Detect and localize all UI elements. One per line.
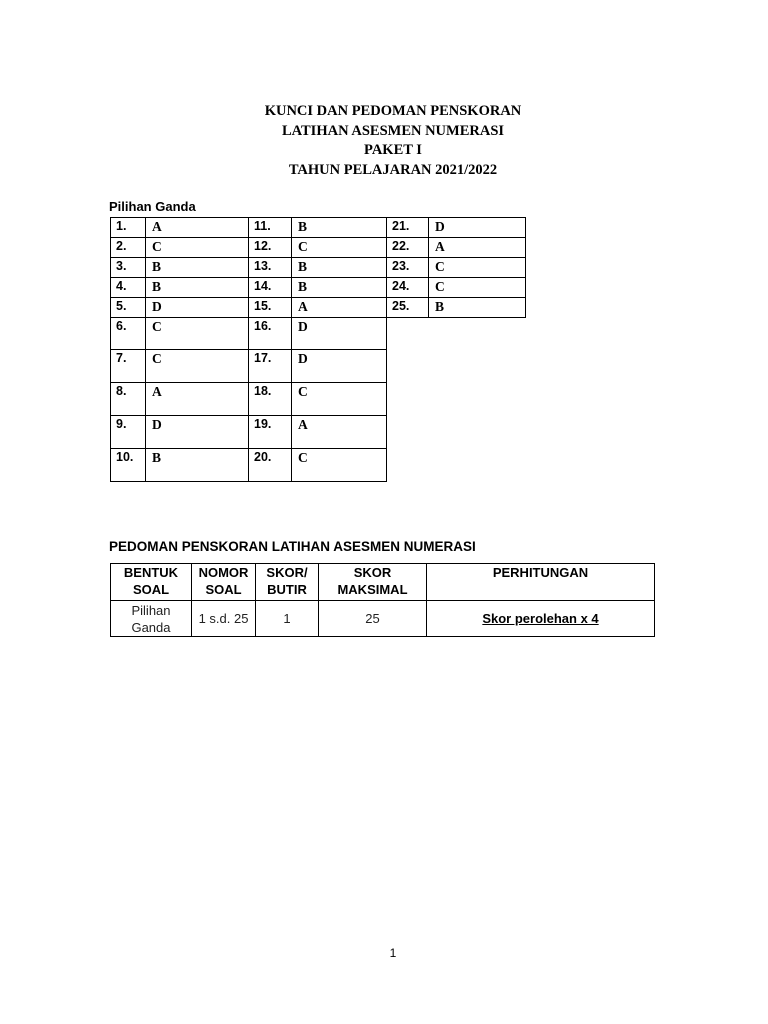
header-perhitungan: PERHITUNGAN: [427, 564, 655, 601]
empty-cell: [429, 318, 526, 350]
empty-cell: [429, 449, 526, 482]
cell-nomor-soal: 1 s.d. 25: [192, 601, 256, 637]
answer-letter: A: [146, 218, 249, 238]
title-line-1: KUNCI DAN PEDOMAN PENSKORAN: [264, 103, 522, 119]
header-nomor-soal: [192, 564, 256, 601]
title-line-3: PAKET I: [364, 142, 422, 158]
header-bentuk-soal: [111, 564, 192, 601]
answer-letter: B: [146, 278, 249, 298]
question-number: 12.: [249, 238, 292, 258]
header-nomor-line1: NOMOR: [198, 565, 249, 580]
question-number: 6.: [111, 318, 146, 350]
question-number: 9.: [111, 416, 146, 449]
cell-bentuk-line1: Pilihan: [131, 602, 171, 618]
question-number: 13.: [249, 258, 292, 278]
header-maks-line2: MAKSIMAL: [337, 582, 408, 597]
cell-bentuk-line2: Ganda: [131, 619, 171, 635]
cell-bentuk-soal: [111, 601, 192, 637]
question-number: 25.: [387, 298, 429, 318]
answer-letter: C: [292, 238, 387, 258]
question-number: 22.: [387, 238, 429, 258]
answer-letter: C: [429, 278, 526, 298]
answer-row: [111, 258, 526, 278]
document-title: [0, 102, 768, 180]
answer-letter: A: [292, 298, 387, 318]
question-number: 19.: [249, 416, 292, 449]
answer-row: [111, 416, 526, 449]
answer-letter: A: [146, 383, 249, 416]
scoring-heading: PEDOMAN PENSKORAN LATIHAN ASESMEN NUMERASI: [109, 539, 476, 554]
answer-letter: D: [292, 350, 387, 383]
empty-cell: [429, 416, 526, 449]
cell-perhitungan: Skor perolehan x 4: [427, 601, 655, 637]
header-maks-line1: SKOR: [353, 565, 392, 580]
header-skor-line1: SKOR/: [266, 565, 308, 580]
empty-cell: [387, 449, 429, 482]
scoring-table: [110, 563, 655, 637]
question-number: 17.: [249, 350, 292, 383]
answer-row: [111, 383, 526, 416]
question-number: 11.: [249, 218, 292, 238]
question-number: 16.: [249, 318, 292, 350]
question-number: 2.: [111, 238, 146, 258]
answer-row: [111, 318, 526, 350]
question-number: 5.: [111, 298, 146, 318]
empty-cell: [429, 383, 526, 416]
answer-letter: B: [146, 449, 249, 482]
answer-letter: B: [429, 298, 526, 318]
scoring-header-row: [111, 564, 655, 601]
question-number: 24.: [387, 278, 429, 298]
answer-letter: C: [292, 449, 387, 482]
question-number: 23.: [387, 258, 429, 278]
page-number: 1: [389, 946, 397, 960]
empty-cell: [387, 350, 429, 383]
answer-row: [111, 298, 526, 318]
title-line-2: LATIHAN ASESMEN NUMERASI: [281, 122, 505, 139]
question-number: 18.: [249, 383, 292, 416]
section-label-pilihan-ganda: Pilihan Ganda: [109, 199, 196, 214]
question-number: 7.: [111, 350, 146, 383]
answer-letter: B: [292, 258, 387, 278]
empty-cell: [387, 416, 429, 449]
question-number: 14.: [249, 278, 292, 298]
header-skor-butir: [256, 564, 319, 601]
answer-row: [111, 350, 526, 383]
question-number: 8.: [111, 383, 146, 416]
question-number: 21.: [387, 218, 429, 238]
scoring-data-row: [111, 601, 655, 637]
answer-letter: C: [146, 350, 249, 383]
header-skor-maksimal: [319, 564, 427, 601]
answer-row: [111, 238, 526, 258]
question-number: 15.: [249, 298, 292, 318]
title-line-4: TAHUN PELAJARAN 2021/2022: [288, 161, 498, 178]
answer-row: [111, 278, 526, 298]
answer-letter: B: [292, 278, 387, 298]
question-number: 3.: [111, 258, 146, 278]
empty-cell: [387, 383, 429, 416]
empty-cell: [429, 350, 526, 383]
answer-letter: C: [429, 258, 526, 278]
answer-letter: C: [146, 238, 249, 258]
answer-letter: B: [292, 218, 387, 238]
question-number: 4.: [111, 278, 146, 298]
question-number: 1.: [111, 218, 146, 238]
header-nomor-line2: SOAL: [205, 582, 242, 597]
answer-key-table: [110, 217, 526, 482]
empty-cell: [387, 318, 429, 350]
answer-letter: A: [292, 416, 387, 449]
answer-letter: D: [429, 218, 526, 238]
cell-skor-maksimal: 25: [319, 601, 427, 637]
header-bentuk-line2: SOAL: [132, 582, 170, 597]
question-number: 10.: [111, 449, 146, 482]
question-number: 20.: [249, 449, 292, 482]
answer-row: [111, 218, 526, 238]
header-skor-line2: BUTIR: [267, 582, 307, 597]
answer-letter: C: [292, 383, 387, 416]
answer-letter: D: [146, 298, 249, 318]
answer-letter: B: [146, 258, 249, 278]
cell-skor-butir: 1: [256, 601, 319, 637]
header-bentuk-line1: BENTUK: [123, 565, 179, 580]
answer-letter: C: [146, 318, 249, 350]
answer-letter: A: [429, 238, 526, 258]
answer-letter: D: [146, 416, 249, 449]
answer-row: [111, 449, 526, 482]
answer-letter: D: [292, 318, 387, 350]
